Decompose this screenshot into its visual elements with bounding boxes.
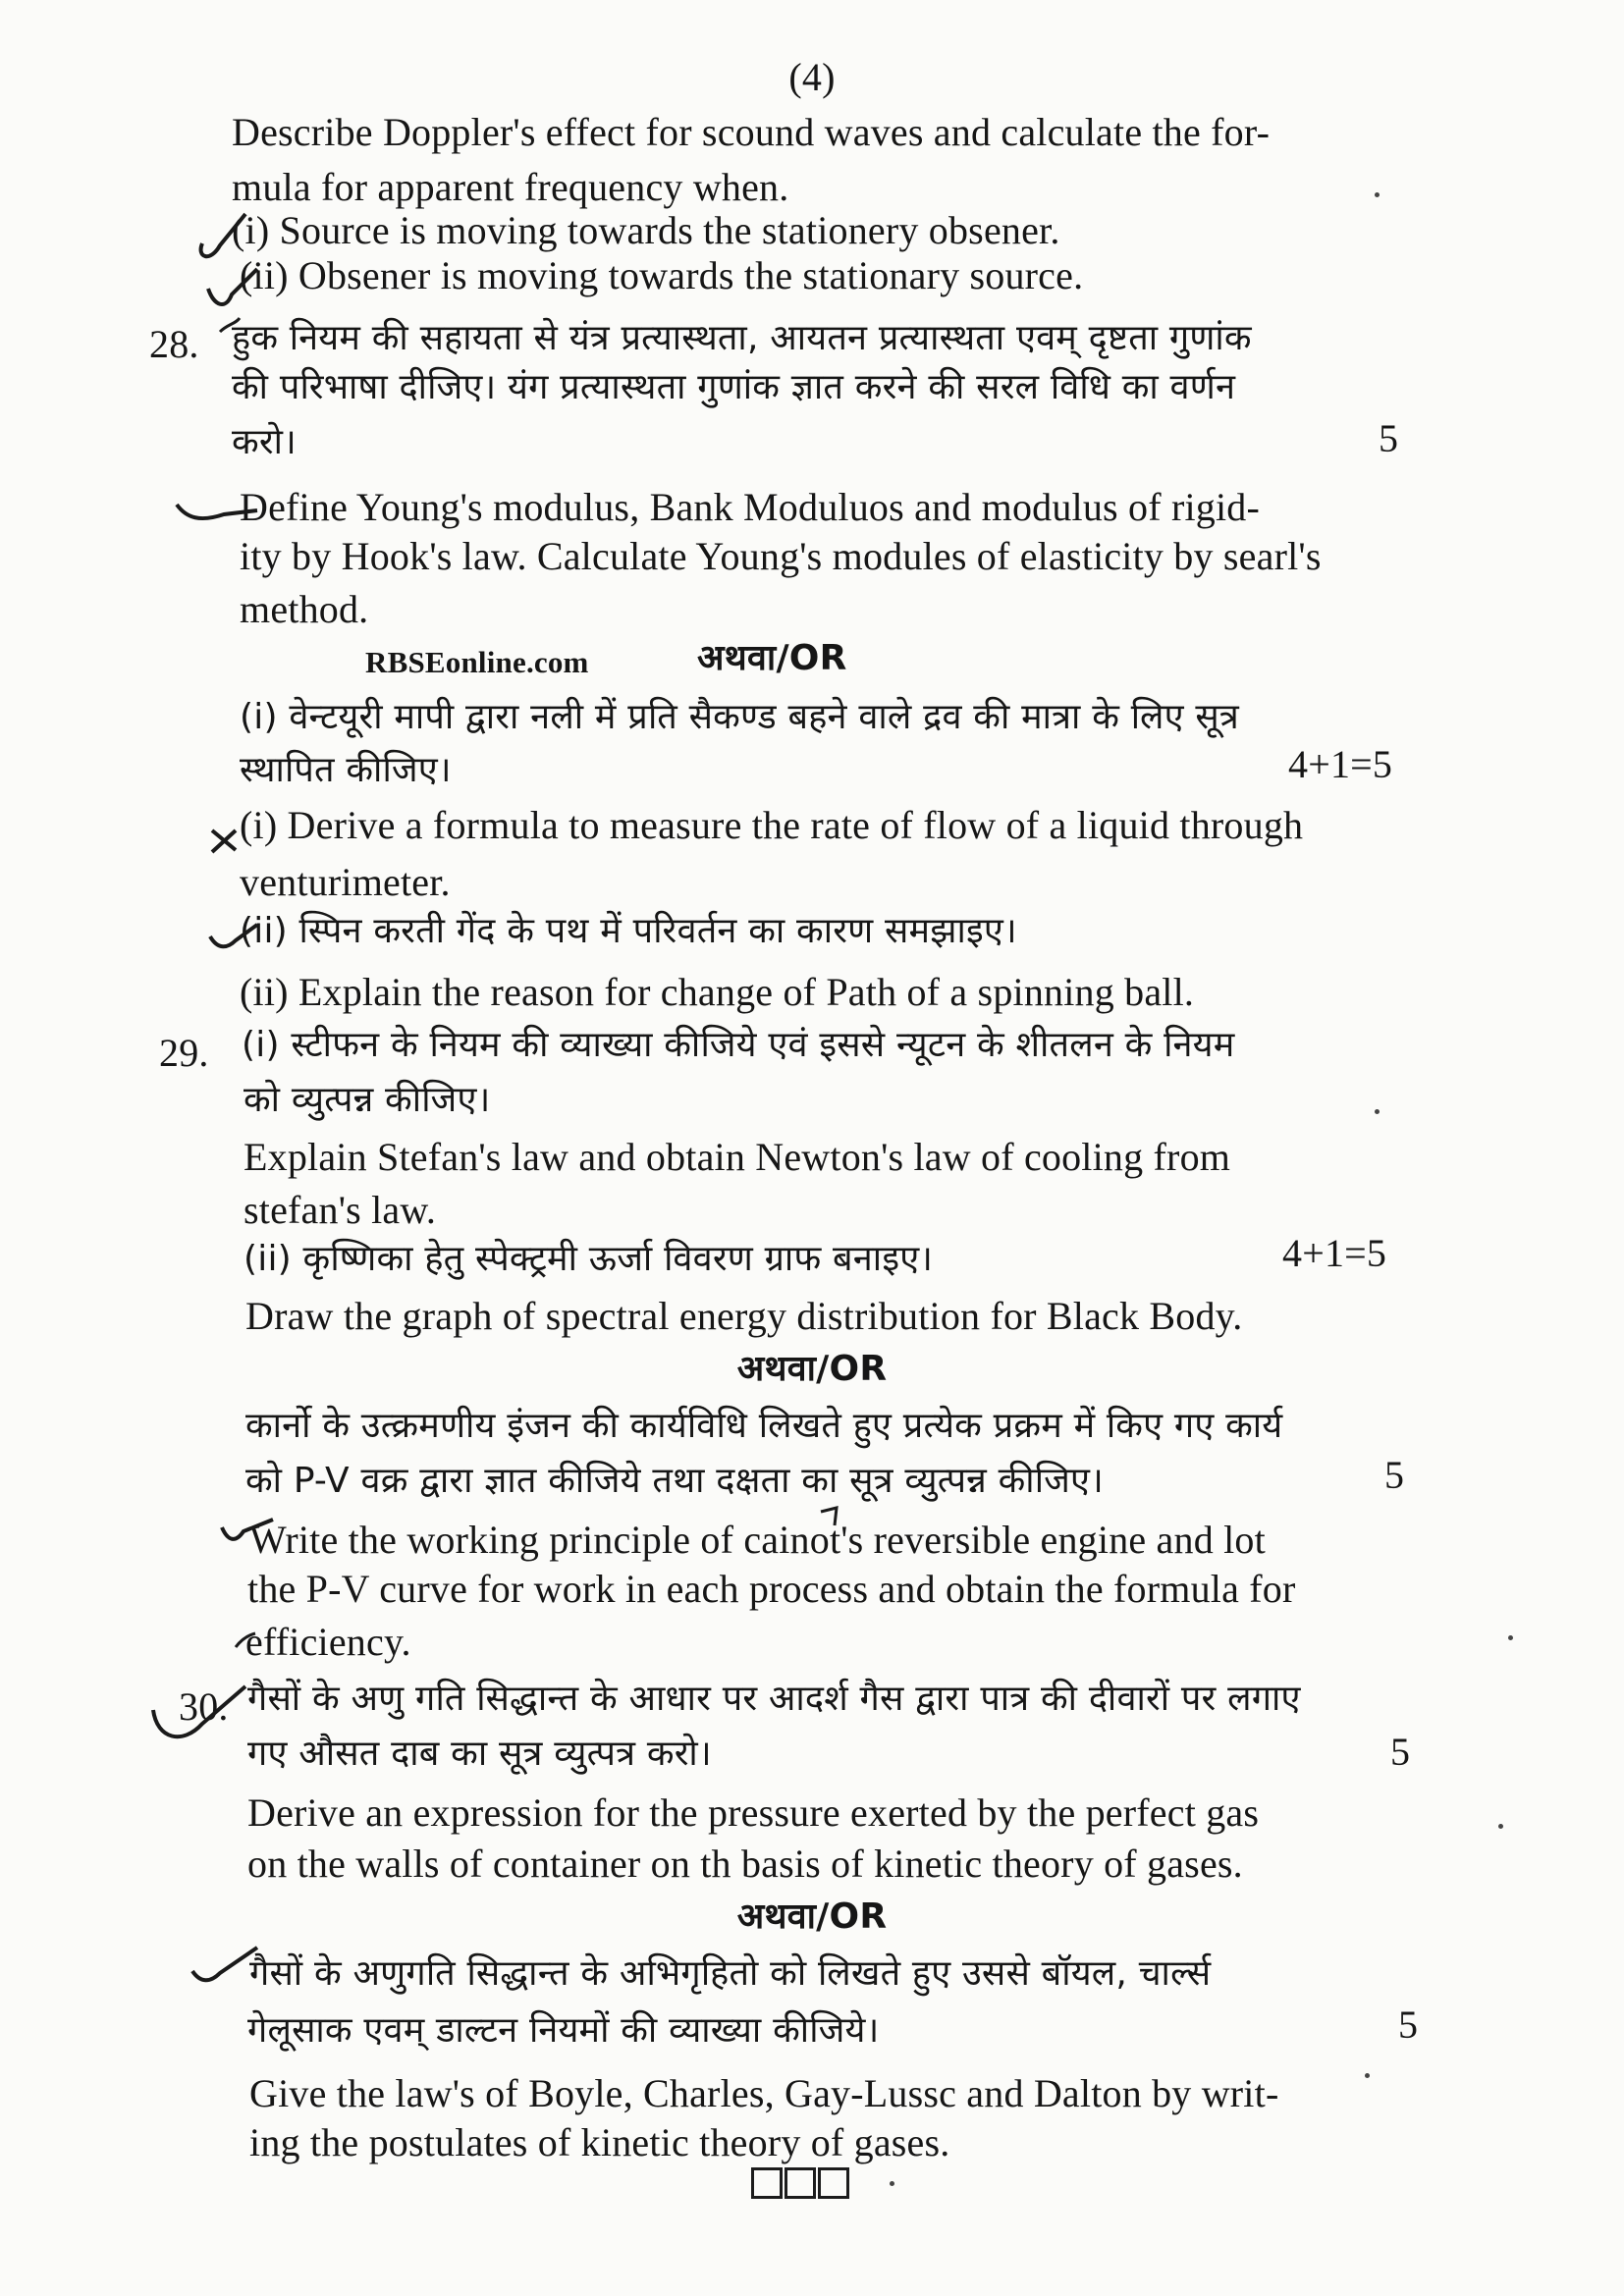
end-box — [751, 2167, 783, 2199]
q28-number: 28. — [149, 322, 199, 366]
tick-mark-icon — [222, 1520, 273, 1539]
q28-marks: 5 — [1379, 416, 1399, 460]
q28-or-hi-i-line2: स्थापित कीजिए। — [240, 750, 452, 790]
q30-hi-line2: गए औसत दाब का सूत्र व्युत्पत्र करो। — [247, 1734, 712, 1774]
q28-or-hi-ii: (ii) स्पिन करती गेंद के पथ में परिवर्तन का कारण समझाइए। — [240, 911, 1017, 951]
q30-or-hi-line1: गैसों के अणुगति सिद्धान्त के अभिगृहितो को लिखते हुए उससे बॉयल, चार्ल्स — [249, 1953, 1212, 1994]
q28-en-line1: Define Young's modulus, Bank Moduluos and modulus of rigid- — [240, 485, 1261, 529]
scan-speck — [1498, 1824, 1503, 1829]
q27-item-ii: (ii) Obsener is moving towards the stationary source. — [240, 253, 1084, 297]
tick-mark-icon — [153, 1686, 245, 1736]
q28-or-en-i-line2: venturimeter. — [240, 860, 451, 904]
scan-speck — [1365, 2073, 1370, 2078]
q28-hi-line2: की परिभाषा दीजिए। यंग प्रत्यास्थता गुणांक ज्ञात करने की सरल विधि का वर्णन — [232, 367, 1236, 407]
q29-number: 29. — [159, 1031, 209, 1075]
watermark-rbse: RBSEonline.com — [365, 645, 589, 679]
q30-en-line1: Derive an expression for the pressure exerted by the perfect gas — [247, 1790, 1260, 1835]
end-box — [818, 2167, 849, 2199]
q27-item-i: (i) Source is moving towards the stationery obsener. — [232, 208, 1060, 252]
scan-speck — [1508, 1635, 1513, 1640]
q29-hi-ii: (ii) कृष्णिका हेतु स्पेक्ट्रमी ऊर्जा विवरण ग्राफ बनाइए। — [244, 1239, 934, 1279]
q29-en-ii: Draw the graph of spectral energy distribution for Black Body. — [245, 1294, 1243, 1338]
q30-or-en-line1: Give the law's of Boyle, Charles, Gay-Lussc and Dalton by writ- — [249, 2071, 1279, 2115]
tick-mark-icon — [210, 925, 257, 946]
q29-hi-i-line2: को व्युत्पन्न कीजिए। — [244, 1080, 491, 1120]
q28-or-en-ii: (ii) Explain the reason for change of Path of a spinning ball. — [240, 970, 1195, 1014]
q28-hi-line1: हुक नियम की सहायता से यंत्र प्रत्यास्थता, आयतन प्रत्यास्थता एवम् दृष्टता गुणांक — [232, 318, 1252, 358]
or-separator-2: अथवा/OR — [736, 1349, 888, 1389]
q29-marks: 4+1=5 — [1282, 1231, 1387, 1275]
q29-or-hi-line1: कार्नो के उत्क्रमणीय इंजन की कार्यविधि लिखते हुए प्रत्येक प्रक्रम में किए गए कार्य — [245, 1406, 1283, 1446]
q28-en-line2: ity by Hook's law. Calculate Young's modules of elasticity by searl's — [240, 534, 1322, 578]
tick-mark-icon — [212, 830, 236, 852]
scan-speck — [1375, 1109, 1380, 1114]
q29-hi-i-line1: (i) स्टीफन के नियम की व्याख्या कीजिये एवं इससे न्यूटन के शीतलन के नियम — [242, 1025, 1235, 1065]
q30-or-hi-line2: गेलूसाक एवम् डाल्टन नियमों की व्याख्या कीजिये। — [247, 2010, 880, 2051]
tick-mark-icon — [208, 269, 257, 304]
q29-or-en-line2: the P-V curve for work in each process and obtain the formula for — [247, 1567, 1296, 1611]
or-separator-3: अथवा/OR — [736, 1896, 888, 1937]
scan-speck — [890, 2181, 894, 2186]
q28-en-line3: method. — [240, 587, 369, 631]
q28-hi-line3: करो। — [232, 422, 297, 462]
q28-or-marks: 4+1=5 — [1288, 742, 1393, 786]
tick-mark-icon — [201, 214, 245, 256]
q27-en-line1: Describe Doppler's effect for scound waves and calculate the for- — [232, 110, 1271, 154]
q29-en-i-line1: Explain Stefan's law and obtain Newton's law of cooling from — [244, 1135, 1231, 1179]
tick-mark-icon — [220, 318, 240, 332]
q30-en-line2: on the walls of container on th basis of kinetic theory of gases. — [247, 1842, 1243, 1886]
tick-mark-icon — [236, 1633, 255, 1647]
q30-marks: 5 — [1390, 1730, 1411, 1774]
tick-mark-icon — [192, 1948, 257, 1980]
q28-or-en-i-line1: (i) Derive a formula to measure the rate of flow of a liquid through — [240, 803, 1304, 847]
q30-or-marks: 5 — [1398, 2002, 1419, 2047]
tick-mark-icon — [821, 1508, 837, 1525]
scan-speck — [1375, 192, 1380, 197]
tick-mark-icon — [177, 505, 257, 518]
q27-en-line2: mula for apparent frequency when. — [232, 165, 789, 209]
q30-hi-line1: गैसों के अणु गति सिद्धान्त के आधार पर आदर्श गैस द्वारा पात्र की दीवारों पर लगाए — [247, 1679, 1301, 1719]
end-of-paper-boxes — [751, 2167, 849, 2199]
q30-or-en-line2: ing the postulates of kinetic theory of gases. — [249, 2120, 950, 2164]
q29-en-i-line2: stefan's law. — [244, 1188, 437, 1232]
page-number: (4) — [788, 55, 836, 99]
or-separator-1: अथवा/OR — [697, 638, 847, 678]
q29-or-en-line1: Write the working principle of cainot's reversible engine and lot — [249, 1518, 1266, 1562]
q29-or-hi-line2: को P-V वक्र द्वारा ज्ञात कीजिये तथा दक्षता का सूत्र व्युत्पन्न कीजिए। — [245, 1461, 1104, 1501]
q30-number: 30. — [179, 1684, 229, 1729]
q29-or-marks: 5 — [1384, 1453, 1405, 1497]
q28-or-hi-i-line1: (i) वेन्टयूरी मापी द्वारा नली में प्रति सैकण्ड बहने वाले द्रव की मात्रा के लिए सूत्र — [240, 697, 1239, 737]
end-box — [785, 2167, 816, 2199]
q29-or-en-line3: efficiency. — [245, 1620, 411, 1664]
